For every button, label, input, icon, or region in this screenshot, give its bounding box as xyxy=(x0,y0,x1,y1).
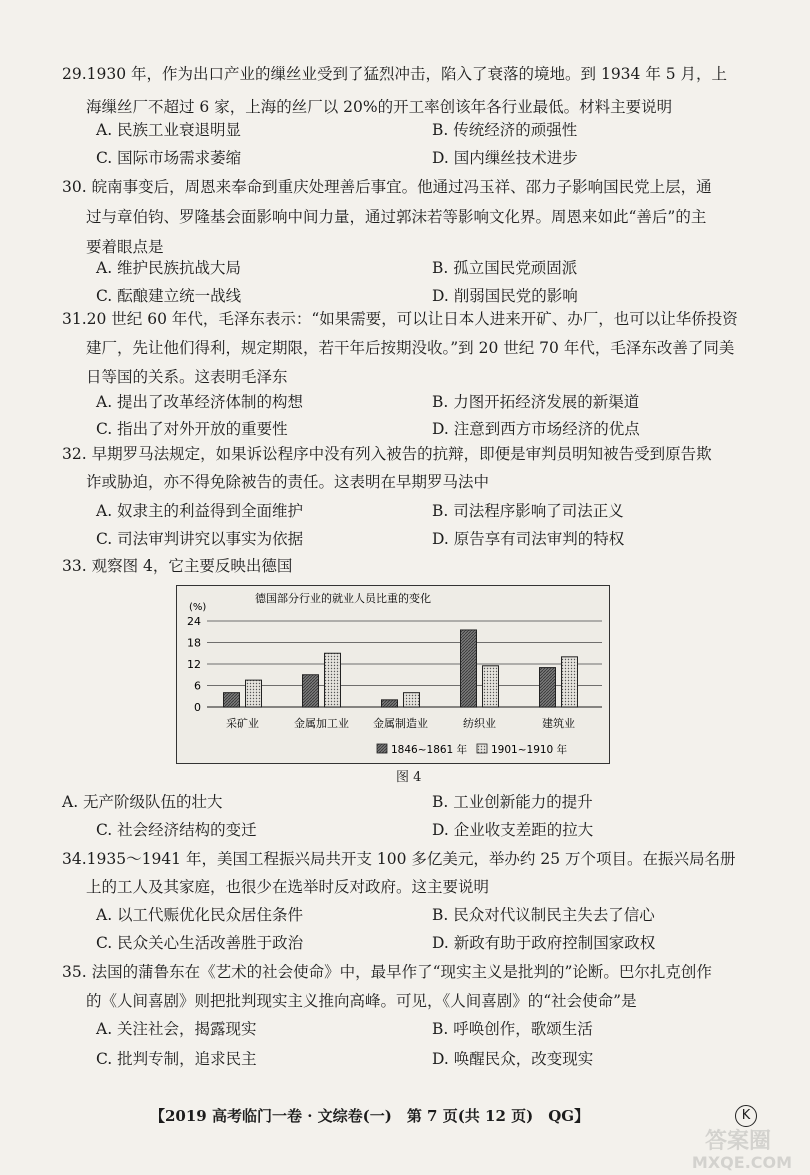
x-category-label: 金属制造业 xyxy=(373,717,428,730)
option-a: A. 以工代赈优化民众居住条件 xyxy=(96,906,304,924)
watermark-bottom-text: MXQE.COM xyxy=(691,1153,793,1172)
option-d: D. 国内缫丝技术进步 xyxy=(432,149,578,167)
option-a: A. 无产阶级队伍的壮大 xyxy=(62,793,223,811)
question-stem-line: 35. 法国的蒲鲁东在《艺术的社会使命》中，最早作了“现实主义是批判的”论断。巴尔扎克创作 xyxy=(62,963,712,981)
option-a: A. 奴隶主的利益得到全面维护 xyxy=(96,502,304,520)
legend-label: 1901~1910 年 xyxy=(491,744,568,756)
x-category-label: 建筑业 xyxy=(542,717,575,730)
option-b: B. 司法程序影响了司法正义 xyxy=(432,502,624,520)
bar-1901-1910 xyxy=(246,680,262,707)
y-tick-label: 6 xyxy=(194,679,201,693)
question-stem-line: 过与章伯钧、罗隆基会面影响中间力量，通过郭沫若等影响文化界。周恩来如此“善后”的主 xyxy=(86,208,707,226)
option-c: C. 民众关心生活改善胜于政治 xyxy=(96,934,304,952)
figure-caption: 图 4 xyxy=(396,770,422,785)
bar-1846-1861 xyxy=(540,668,556,707)
question-34 xyxy=(62,845,774,901)
option-c: C. 批判专制，追求民主 xyxy=(96,1050,257,1068)
legend-swatch xyxy=(377,744,387,753)
watermark-logo xyxy=(676,1124,806,1172)
option-c: C. 国际市场需求萎缩 xyxy=(96,149,242,167)
figure-4-chart xyxy=(176,585,610,764)
option-a: A. 提出了改革经济体制的构想 xyxy=(96,393,304,411)
y-tick-label: 24 xyxy=(187,615,201,628)
y-tick-label: 12 xyxy=(187,658,201,671)
question-stem-line: 31.20 世纪 60 年代，毛泽东表示：“如果需要，可以让日本人进来开矿、办厂，也可以让华侨投资 xyxy=(62,310,738,328)
option-d: D. 企业收支差距的拉大 xyxy=(432,821,594,839)
option-b: B. 民众对代议制民主失去了信心 xyxy=(432,906,655,924)
bar-1901-1910 xyxy=(483,666,499,707)
option-d: D. 新政有助于政府控制国家政权 xyxy=(432,934,656,952)
question-30 xyxy=(62,172,774,262)
bar-1901-1910 xyxy=(562,657,578,707)
option-b: B. 工业创新能力的提升 xyxy=(432,793,593,811)
bar-1901-1910 xyxy=(325,653,341,707)
option-c: C. 司法审判讲究以事实为依据 xyxy=(96,530,304,548)
question-35 xyxy=(62,958,774,1016)
question-stem-line: 建厂，先让他们得利，规定期限，若干年后按期没收。”到 20 世纪 70 年代，毛泽东改善了同美 xyxy=(86,339,735,357)
option-a: A. 民族工业衰退明显 xyxy=(96,121,242,139)
y-tick-label: 18 xyxy=(187,636,201,650)
question-stem-line: 33. 观察图 4，它主要反映出德国 xyxy=(62,557,293,575)
bar-1846-1861 xyxy=(224,693,240,707)
bar-chart xyxy=(177,586,609,763)
question-29 xyxy=(62,58,774,124)
question-31 xyxy=(62,305,774,392)
x-category-label: 纺织业 xyxy=(463,717,496,730)
watermark-top-text: 答案圈 xyxy=(704,1129,772,1154)
x-category-label: 采矿业 xyxy=(226,717,259,730)
legend-swatch xyxy=(477,744,487,753)
circled-k-mark: K xyxy=(735,1105,757,1127)
option-a: A. 维护民族抗战大局 xyxy=(96,259,242,277)
bar-1846-1861 xyxy=(461,630,477,707)
option-d: D. 唤醒民众，改变现实 xyxy=(432,1050,594,1068)
question-33 xyxy=(62,552,774,580)
question-stem-line: 32. 早期罗马法规定，如果诉讼程序中没有列入被告的抗辩，即便是审判员明知被告受到原告欺 xyxy=(62,445,712,463)
option-d: D. 削弱国民党的影响 xyxy=(432,287,578,305)
option-c: C. 酝酿建立统一战线 xyxy=(96,287,242,305)
bar-1901-1910 xyxy=(404,693,420,707)
bar-1846-1861 xyxy=(382,700,398,707)
option-a: A. 关注社会，揭露现实 xyxy=(96,1020,257,1038)
option-b: B. 孤立国民党顽固派 xyxy=(432,259,578,277)
question-stem-line: 29.1930 年，作为出口产业的缫丝业受到了猛烈冲击，陷入了衰落的境地。到 1934 年 5 月，上 xyxy=(62,65,728,83)
x-category-label: 金属加工业 xyxy=(294,717,349,730)
question-stem-line: 30. 皖南事变后，周恩来奉命到重庆处理善后事宜。他通过冯玉祥、邵力子影响国民党上层，通 xyxy=(62,178,712,196)
chart-title: 德国部分行业的就业人员比重的变化 xyxy=(255,592,431,605)
option-c: C. 社会经济结构的变迁 xyxy=(96,821,257,839)
option-b: B. 呼唤创作，歌颂生活 xyxy=(432,1020,593,1038)
question-32 xyxy=(62,440,774,496)
option-b: B. 力图开拓经济发展的新渠道 xyxy=(432,393,640,411)
y-axis-unit: (%) xyxy=(189,602,207,613)
question-stem-line: 诈或胁迫，亦不得免除被告的责任。这表明在早期罗马法中 xyxy=(86,473,490,491)
option-d: D. 原告享有司法审判的特权 xyxy=(432,530,625,548)
bar-1846-1861 xyxy=(303,675,319,707)
question-stem-line: 日等国的关系。这表明毛泽东 xyxy=(86,368,288,386)
option-c: C. 指出了对外开放的重要性 xyxy=(96,420,288,438)
legend-label: 1846~1861 年 xyxy=(391,744,468,756)
question-stem-line: 要着眼点是 xyxy=(86,238,164,256)
question-stem-line: 上的工人及其家庭，也很少在选举时反对政府。这主要说明 xyxy=(86,878,490,896)
option-d: D. 注意到西方市场经济的优点 xyxy=(432,420,640,438)
y-tick-label: 0 xyxy=(194,701,201,714)
option-b: B. 传统经济的顽强性 xyxy=(432,121,578,139)
question-stem-line: 34.1935～1941 年，美国工程振兴局共开支 100 多亿美元，举办约 25 万个项目。在振兴局名册 xyxy=(62,850,736,868)
question-stem-line: 海缫丝厂不超过 6 家，上海的丝厂以 20%的开工率创该年各行业最低。材料主要说明 xyxy=(86,98,673,116)
question-stem-line: 的《人间喜剧》则把批判现实主义推向高峰。可见，《人间喜剧》的“社会使命”是 xyxy=(86,992,637,1010)
page-footer: 【2019 高考临门一卷 · 文综卷(一) 第 7 页(共 12 页) QG】 xyxy=(150,1107,590,1125)
